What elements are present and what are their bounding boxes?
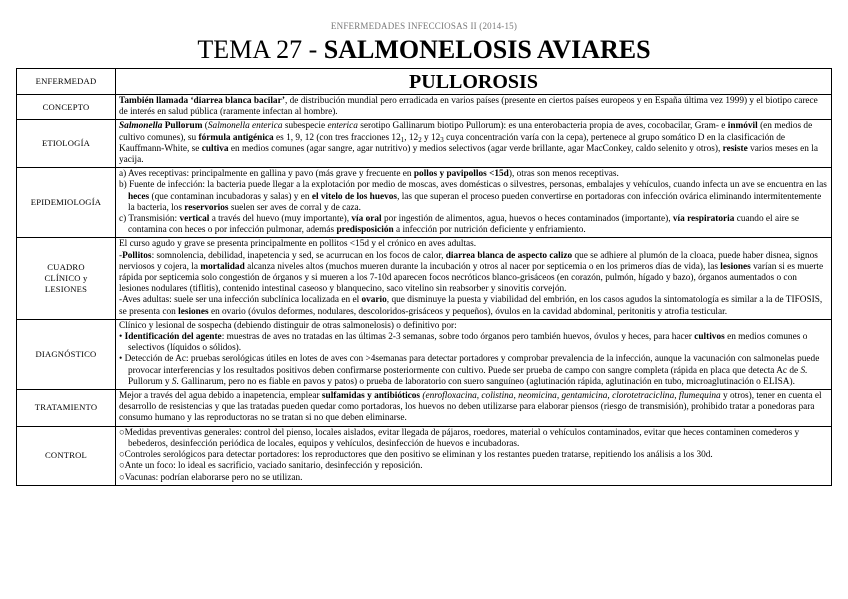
cuadro-ovario: ovario: [361, 295, 387, 306]
epi-b-text1: b) Fuente de infección: la bacteria puede llegar a la explotación por medio de moscas, aves domésticas o silvestres, personas, embalajes y vehículos, cuando infecta un ave se encuentra en las: [119, 180, 827, 191]
cuadro-lesiones: lesiones: [720, 261, 751, 272]
etio-text4: , 12: [404, 132, 419, 143]
cell-control: [116, 426, 832, 485]
epi-b-heces: heces: [128, 191, 150, 202]
cell-epidemiologia: [116, 168, 832, 238]
etio-sub: subespecie: [284, 121, 326, 132]
epi-a-bold: pollos y pavipollos <15d: [413, 169, 509, 180]
epi-c-text1: c) Transmisión:: [119, 214, 178, 225]
title-main: SALMONELOSIS AVIARES: [323, 35, 651, 64]
etio-text5: y 12: [424, 132, 441, 143]
epi-item-a: [119, 169, 828, 180]
epi-c-text3: por ingestión de alimentos, agua, huevos o heces contaminados (importante),: [383, 214, 671, 225]
epi-item-c: [119, 214, 828, 236]
cuadro-p3-text1: -Aves adultas: suele ser una infección subclínica localizada en el: [119, 295, 360, 306]
epi-c-text2: a través del huevo (muy importante),: [211, 214, 350, 225]
etio-formula: fórmula antigénica: [198, 132, 274, 143]
label-cuadro-3: LESIONES: [44, 284, 88, 295]
diag-item-ac: [119, 354, 828, 388]
etio-inmovil: inmóvil: [727, 121, 758, 132]
cuadro-p3-text3: en ovario (óvulos deformes, nodulares, descoloridos-grisáceos y pequeños), óvulos en la cavidad abdominal, peritonitis y atrofia testicular.: [210, 306, 728, 317]
etio-sub1: 1: [400, 135, 405, 144]
cell-cuadro: [116, 238, 832, 319]
epi-b-text3: , las que superan el proceso pueden convertirse en portadoras con infección ovárica eliminando intermitentemente la bacteria, los: [128, 191, 822, 213]
diag-cultivos: cultivos: [694, 332, 725, 343]
diag-ac-text2: Pullorum y: [128, 376, 170, 387]
label-cuadro: [17, 238, 116, 319]
label-etiologia: ETIOLOGÍA: [17, 120, 116, 168]
epi-a-text1: a) Aves receptivas: principalmente en gallina y pavo (más grave y frecuente en: [119, 169, 412, 180]
cuadro-adultas: [119, 295, 828, 317]
cuadro-p2-text3: alcanza niveles altos (muchos mueren durante la incubación y otros al nacer por septicemia o en los primeros días de vida), las: [247, 261, 718, 272]
row-tratamiento: [17, 390, 832, 427]
course-header: ENFERMEDADES INFECCIOSAS II (2014-15): [330, 21, 518, 31]
label-control: CONTROL: [17, 426, 116, 485]
diag-ac-text3: Gallinarum, pero no es fiable en pavos y patos) o prueba de laboratorio con suero sanguíneo (aglutinación rápida, aglutinación en tubo, microaglutinación o ELISA).: [181, 376, 795, 387]
epi-c-predisposicion: predisposición: [336, 225, 394, 236]
epi-a-text2: ), otras son menos receptivas.: [508, 169, 619, 180]
label-cuadro-1: CUADRO: [47, 262, 85, 273]
etio-cultiva: cultiva: [201, 143, 229, 154]
etio-paren: (: [204, 121, 208, 132]
label-concepto: CONCEPTO: [17, 95, 116, 120]
etio-text7: en medios comunes (agar sangre, agar nutritivo) y medios selectivos (agar verde brillante, agar MacConkey, caldo selenito y otros),: [230, 143, 721, 154]
cell-etiologia: [116, 120, 832, 168]
etio-species: Salmonella enterica: [207, 121, 283, 132]
cuadro-mortalidad: mortalidad: [200, 261, 245, 272]
diag-ac-text1: Detección de Ac: pruebas serológicas útiles en lotes de aves con >4semanas para detectar portadores y comprobar prevalencia de la infección, aunque la vacunación con salmonelas puede provocar interferencias y los resultados positivos deben confirmarse posteriormente con cultivo. Puede ser prueba de campo con sangre completa (rápida en placa que detecta Ac de: [124, 354, 820, 376]
etio-sub2: 2: [418, 135, 422, 144]
row-control: [17, 426, 832, 485]
epi-c-vertical: vertical: [179, 214, 210, 225]
epi-c-text4: cuando el aire se contamina con heces o por infección pulmonar, además: [128, 214, 799, 236]
cuadro-p3-text2: , que disminuye la puesta y viabilidad del embrión, en los casos agudos la sintomatología es similar a la de TIFOSIS, se presenta con: [119, 295, 823, 317]
epi-b-reservorios: reservorios: [184, 202, 229, 213]
cell-diagnostico: [116, 319, 832, 389]
diag-item-agente: [119, 332, 828, 354]
bullet-icon: •: [119, 354, 123, 365]
disease-name: PULLOROSIS: [116, 69, 832, 95]
diag-intro: Clínico y lesional de sospecha (debiendo distinguir de otras salmonelosis) o definitivo por:: [119, 320, 457, 331]
cuadro-pollitos: [119, 251, 828, 296]
etio-text2: (en medios de cultivo comunes), su: [119, 121, 813, 143]
disease-table: [16, 68, 832, 486]
epi-b-text2: (que contaminan incubadoras y salas) y en: [151, 191, 310, 202]
cuadro-diarrea: diarrea blanca de aspecto calizo: [445, 250, 573, 261]
control-item: ○Vacunas: podrían elaborarse pero no se utilizan.: [119, 472, 303, 483]
epi-b-text4: suelen ser aves de corral y de caza.: [230, 202, 361, 213]
bullet-icon: •: [119, 332, 123, 343]
etio-resiste: resiste: [722, 143, 748, 154]
cell-tratamiento: [116, 390, 832, 427]
label-cuadro-2: CLÍNICO y: [44, 273, 88, 284]
epi-c-respiratoria: vía respiratoria: [672, 214, 735, 225]
epi-item-b: [119, 180, 828, 214]
title-prefix: TEMA 27 -: [197, 35, 324, 64]
diag-agente-text1: : muestras de aves no tratadas en las últimas 2-3 semanas, sobre todo órganos pero también huevos, óvulos y heces, para hacer: [221, 332, 692, 343]
diag-s2: S.: [171, 376, 179, 387]
trat-drugs: (enrofloxacina, colistina, neomicina, gentamicina, clorotetraciclina, flumequina: [422, 391, 721, 402]
page-title: [0, 36, 848, 65]
cuadro-pollitos-label: Pollitos: [122, 250, 152, 261]
epi-c-text5: a infección por nutrición deficiente y enfriamiento.: [396, 225, 586, 236]
control-item: ○Ante un foco: lo ideal es sacrificio, vaciado sanitario, desinfección y reposición.: [119, 461, 423, 472]
cuadro-p2-text1: : somnolencia, debilidad, inapetencia y sed, se acurrucan en los focos de calor,: [151, 250, 444, 261]
epi-c-oral: vía oral: [351, 214, 382, 225]
etio-text1: serotipo Gallinarum biotipo Pullorum): es una enterobacteria propia de aves, cocobacilar, Gram- e: [360, 121, 726, 132]
label-epidemiologia: EPIDEMIOLOGÍA: [17, 168, 116, 238]
cuadro-intro: El curso agudo y grave se presenta principalmente en pollitos <15d y el crónico en aves adultas.: [119, 239, 477, 250]
etio-text8: varios meses en la yacija.: [119, 143, 818, 166]
epi-b-vitelo: el vitelo de los huevos: [311, 191, 398, 202]
row-cuadro: [17, 238, 832, 319]
concepto-text: , de distribución mundial pero erradicada en varios países (presente en ciertos países europeos y en España última vez 1999) y el biotipo carece de interés en salud pública (raramente infectan al hombre).: [119, 96, 818, 118]
trat-text2: y otros), tener en cuenta el desarrollo de resistencias y que las tratadas pueden quedar como portadoras, los huevos no deben utilizarse para elaborar piensos (riesgo de transmisión), prohibido tratar a ponedoras para consumo humano y las reproductoras no se tratan si no que deben eliminarse.: [119, 391, 822, 424]
row-enfermedad: [17, 69, 832, 95]
diag-agente-text2: en medios comunes o selectivos (líquidos o sólidos).: [128, 332, 808, 354]
etio-enterica: enterica: [327, 121, 358, 132]
cuadro-p2-text4: varían si es muerte rápida por septicemia solo congestión de órganos y si mueren a los 7-10d aparecen focos necróticos blanco-grisáceos (en corazón, pulmón, hígado y bazo), órganos aumentados o con lesiones nodulares (tiflitis), contenido intestinal caseoso y blanquecino, saco vitelino sin reabsorber y sinovitis corvejón.: [119, 261, 824, 295]
etio-text3: es 1, 9, 12 (con tres fracciones 12: [276, 132, 401, 143]
etio-sub3: 3: [440, 135, 444, 144]
concepto-bold: También llamada ‘diarrea blanca bacilar’: [119, 96, 285, 106]
label-diagnostico: DIAGNÓSTICO: [17, 319, 116, 389]
row-etiologia: [17, 120, 832, 168]
control-item: ○Medidas preventivas generales: control del pienso, locales aislados, evitar llegada de pájaros, roedores, material o vehículos contaminados, evitar que heces contaminen comederos y bebederos, desinfección periódica de locales, equipos y vehículos, desinfección de huevos e incubadoras.: [119, 427, 800, 449]
cuadro-lesiones-2: lesiones: [178, 306, 209, 317]
etio-text6: cuya concentración varía con la cepa), pertenece al grupo somático D en la clasificación de Kauffmann-White, se: [119, 132, 786, 154]
cuadro-p2-text2: que se adhiere al plumón de la cloaca, puede haber disnea, signos nerviosos y cojera, la: [119, 250, 818, 272]
label-tratamiento: TRATAMIENTO: [17, 390, 116, 427]
cuadro-dash: -: [119, 250, 123, 261]
label-enfermedad: ENFERMEDAD: [17, 69, 116, 95]
diag-agente-bold: Identificación del agente: [124, 332, 222, 343]
etio-genus: Salmonella: [119, 121, 163, 132]
row-diagnostico: [17, 319, 832, 389]
cell-concepto: [116, 95, 832, 120]
trat-text1: Mejor a través del agua debido a inapetencia, emplear: [119, 391, 320, 402]
row-epidemiologia: [17, 168, 832, 238]
row-concepto: [17, 95, 832, 120]
trat-bold: sulfamidas y antibióticos: [321, 391, 421, 402]
diag-s1: S.: [800, 365, 808, 376]
etio-serovar: Pullorum: [164, 121, 203, 132]
control-item: ○Controles serológicos para detectar portadores: los reproductores que den positivo se eliminan y los restantes pueden tratarse, repitiendo los análisis a los 30d.: [119, 450, 713, 461]
